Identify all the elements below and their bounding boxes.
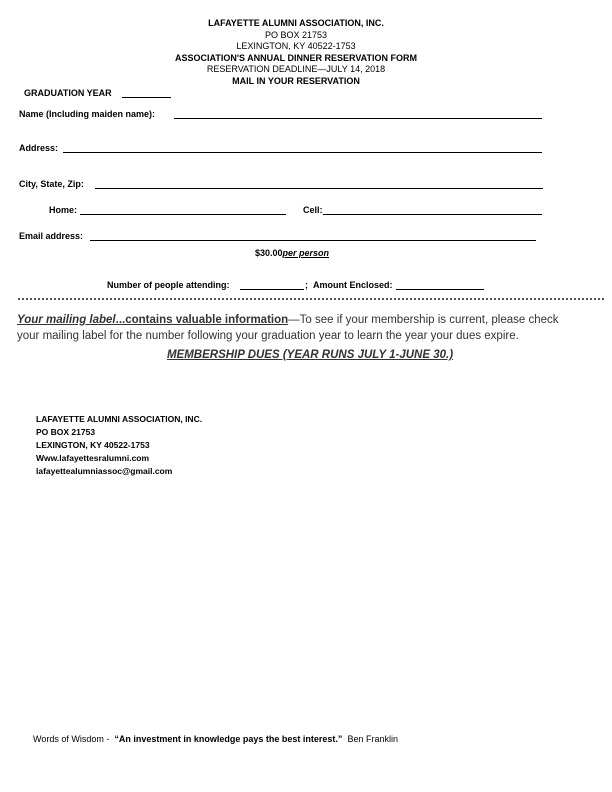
amount-enclosed-label: Amount Enclosed:: [313, 280, 393, 290]
return-po-box: PO BOX 21753: [36, 427, 96, 437]
price-amount: $30.00: [255, 248, 283, 258]
dotted-divider: [18, 298, 604, 304]
notice-text-line2: your mailing label for the number following your graduation year to learn the year your dues expire.: [17, 330, 519, 342]
email-label: Email address:: [19, 231, 84, 241]
contact-email-link[interactable]: lafayettealumniassoc@gmail.com: [36, 466, 173, 476]
per-person-text: per person: [282, 248, 330, 258]
words-of-wisdom: [33, 734, 398, 745]
people-attending-label: Number of people attending:: [107, 280, 230, 290]
mailing-label-heading: Your mailing label: [17, 314, 116, 326]
home-phone-label: Home:: [49, 205, 78, 215]
website-link[interactable]: Www.lafayettesralumni.com: [36, 453, 150, 463]
people-attending-field[interactable]: [240, 289, 304, 290]
mailing-label-notice: [17, 312, 559, 328]
city-state-zip-field[interactable]: [95, 188, 543, 189]
email-field[interactable]: [90, 240, 536, 241]
cell-phone-field[interactable]: [323, 214, 542, 215]
amount-enclosed-field[interactable]: [396, 289, 484, 290]
form-title: ASSOCIATION'S ANNUAL DINNER RESERVATION FORM: [175, 53, 417, 63]
return-org-name: LAFAYETTE ALUMNI ASSOCIATION, INC.: [36, 414, 203, 424]
reservation-deadline: RESERVATION DEADLINE—JULY 14, 2018: [206, 64, 386, 74]
org-name: LAFAYETTE ALUMNI ASSOCIATION, INC.: [208, 18, 384, 28]
mail-in-notice: MAIL IN YOUR RESERVATION: [232, 76, 360, 86]
name-label: Name (Including maiden name):: [19, 109, 156, 119]
name-field[interactable]: [174, 118, 542, 119]
address-field[interactable]: [63, 152, 542, 153]
cell-phone-label: Cell:: [303, 205, 323, 215]
address-label: Address:: [19, 143, 59, 153]
wisdom-author: Ben Franklin: [347, 734, 398, 744]
home-phone-field[interactable]: [80, 214, 286, 215]
header-po-box: PO BOX 21753: [264, 30, 328, 40]
graduation-year-field[interactable]: [122, 97, 171, 98]
valuable-info-heading: ...contains valuable information: [115, 314, 289, 326]
field-separator: ;: [305, 280, 308, 290]
wisdom-label: Words of Wisdom -: [33, 734, 110, 744]
header-city: LEXINGTON, KY 40522-1753: [236, 41, 356, 51]
return-city: LEXINGTON, KY 40522-1753: [36, 440, 150, 450]
notice-text-line1: —To see if your membership is current, please check: [288, 314, 559, 326]
graduation-year-label: GRADUATION YEAR: [24, 88, 112, 98]
membership-dues-heading: MEMBERSHIP DUES (YEAR RUNS JULY 1-JUNE 30.): [166, 349, 454, 361]
price-per-person: [255, 248, 329, 259]
wisdom-quote: “An investment in knowledge pays the best interest.”: [114, 734, 343, 744]
city-state-zip-label: City, State, Zip:: [19, 179, 84, 189]
